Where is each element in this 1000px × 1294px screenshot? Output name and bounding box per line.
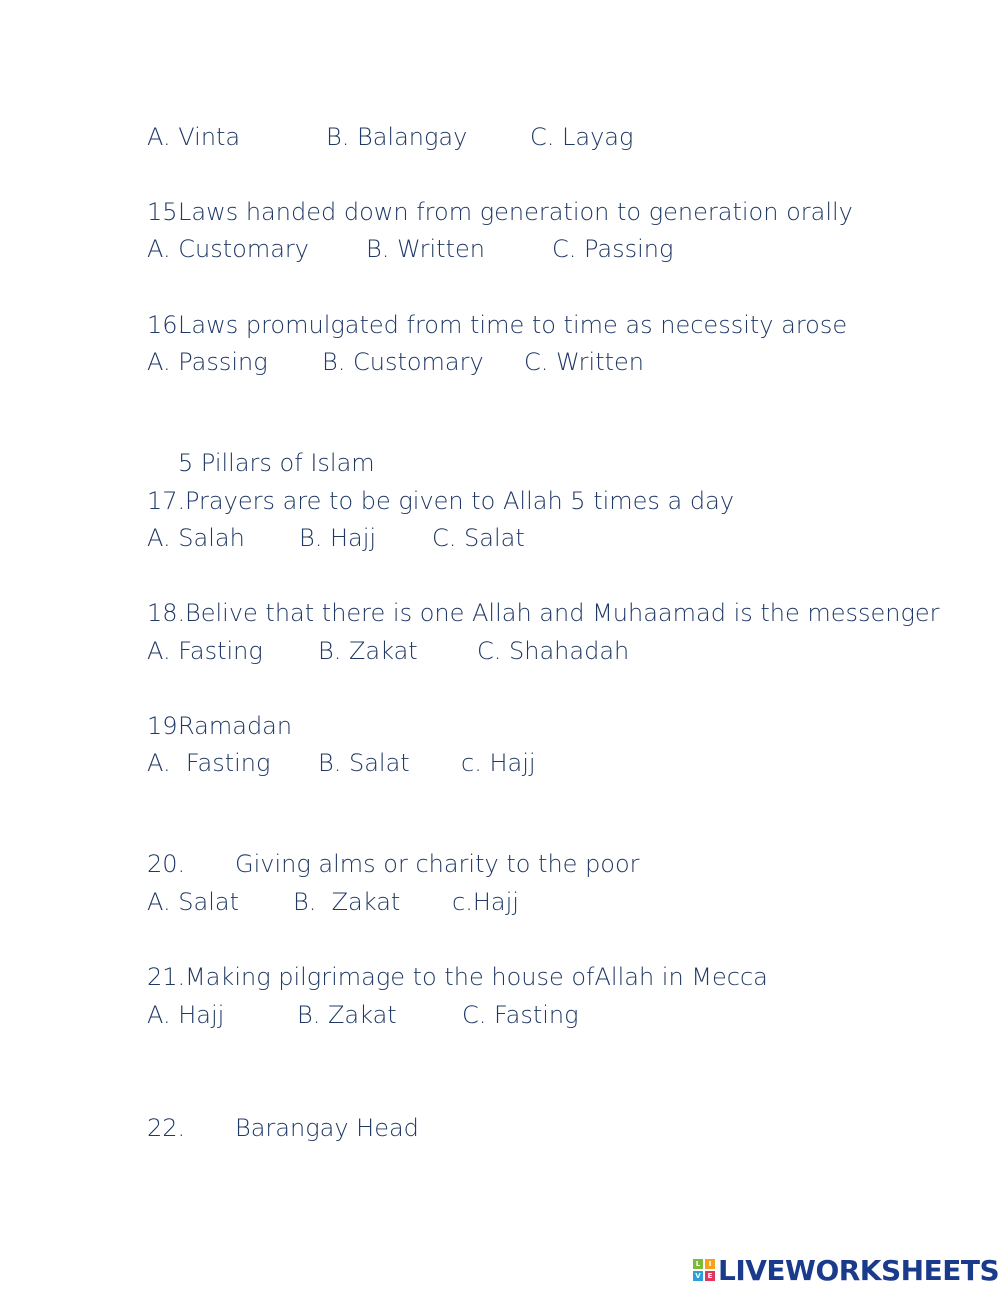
q14-option-b[interactable]: B. Balangay — [326, 123, 468, 151]
liveworksheets-logo-icon — [693, 1259, 715, 1281]
q17-option-c[interactable]: C. Salat — [432, 524, 525, 552]
q18-option-c[interactable]: C. Shahadah — [477, 637, 630, 665]
liveworksheets-logo[interactable] — [693, 1253, 999, 1287]
q18-option-b[interactable]: B. Zakat — [318, 637, 418, 665]
question-number: 22. — [147, 1114, 186, 1142]
question-number: 18. — [147, 599, 186, 627]
question-text: Laws promulgated from time to time as necessity arose — [178, 311, 848, 339]
question-text: Giving alms or charity to the poor — [235, 850, 640, 878]
q15-option-c[interactable]: C. Passing — [552, 235, 674, 263]
q14-option-c[interactable]: C. Layag — [530, 123, 634, 151]
logo-tile-e: E — [705, 1271, 715, 1281]
q22-question — [147, 1113, 419, 1203]
question-number: 19. — [147, 712, 186, 740]
q16-option-c[interactable]: C. Written — [524, 348, 644, 376]
logo-tile-v: V — [693, 1271, 703, 1281]
logo-tile-i: I — [705, 1259, 715, 1269]
q16-option-b[interactable]: B. Customary — [322, 348, 484, 376]
q19-option-a[interactable]: A. Fasting — [147, 749, 271, 777]
section-heading-text: 5 Pillars of Islam — [178, 449, 375, 477]
q14-option-a[interactable]: A. Vinta — [147, 123, 241, 151]
q17-option-b[interactable]: B. Hajj — [299, 524, 377, 552]
question-text: Laws handed down from generation to generation orally — [178, 198, 853, 226]
q15-option-b[interactable]: B. Written — [366, 235, 485, 263]
question-number: 15. — [147, 198, 186, 226]
q15-option-a[interactable]: A. Customary — [147, 235, 309, 263]
q19-option-b[interactable]: B. Salat — [318, 749, 410, 777]
question-number: 16. — [147, 311, 186, 339]
logo-tile-l: L — [693, 1259, 703, 1269]
question-number: 20. — [147, 850, 186, 878]
question-text: Barangay Head — [235, 1114, 419, 1142]
question-number: 17. — [147, 487, 186, 515]
q21-option-c[interactable]: C. Fasting — [462, 1001, 579, 1029]
q20-option-a[interactable]: A. Salat — [147, 888, 239, 916]
q16-option-a[interactable]: A. Passing — [147, 348, 268, 376]
liveworksheets-logo-text: LIVEWORKSHEETS — [718, 1253, 1000, 1287]
q21-options — [147, 1000, 579, 1120]
q20-option-b[interactable]: B. Zakat — [293, 888, 401, 916]
question-text: Making pilgrimage to the house ofAllah in Mecca — [185, 963, 768, 991]
q17-option-a[interactable]: A. Salah — [147, 524, 245, 552]
question-text: Belive that there is one Allah and Muhaamad is the messenger — [185, 599, 940, 627]
question-number: 21. — [147, 963, 186, 991]
q18-option-a[interactable]: A. Fasting — [147, 637, 263, 665]
q21-option-a[interactable]: A. Hajj — [147, 1001, 225, 1029]
q19-option-c[interactable]: c. Hajj — [461, 749, 536, 777]
question-text: Ramadan — [178, 712, 293, 740]
q20-option-c[interactable]: c.Hajj — [452, 888, 519, 916]
q21-option-b[interactable]: B. Zakat — [297, 1001, 397, 1029]
question-text: Prayers are to be given to Allah 5 times a day — [185, 487, 735, 515]
